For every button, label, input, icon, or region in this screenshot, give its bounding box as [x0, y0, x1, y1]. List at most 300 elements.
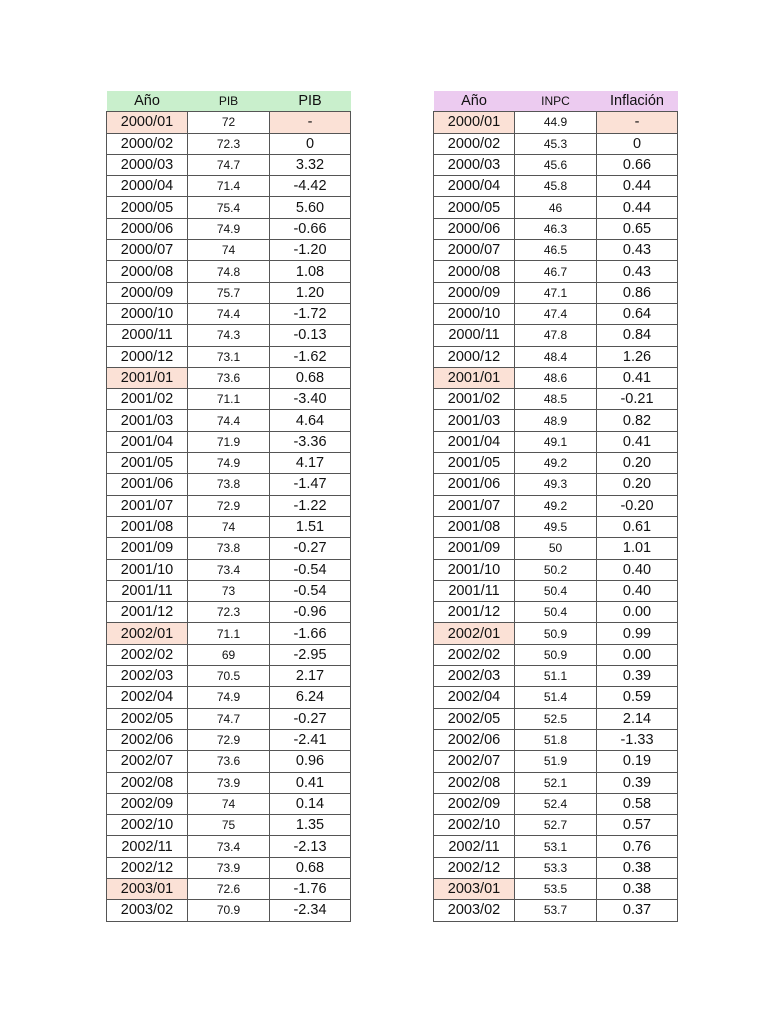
table-row — [107, 666, 351, 687]
table-row — [107, 453, 351, 474]
year-cell: 2000/02 — [434, 133, 515, 154]
pib-change-cell: -3.40 — [270, 389, 351, 410]
year-cell: 2002/03 — [434, 666, 515, 687]
inpc-cell: 46.7 — [515, 261, 597, 282]
year-cell: 2001/04 — [434, 431, 515, 452]
inflation-cell: 0.00 — [597, 644, 678, 665]
table-row — [434, 303, 678, 324]
table-row — [107, 687, 351, 708]
pib-change-cell: 0.68 — [270, 857, 351, 878]
inpc-cell: 51.1 — [515, 666, 597, 687]
table-row — [434, 431, 678, 452]
inpc-cell: 45.8 — [515, 176, 597, 197]
pib-cell: 74.7 — [188, 708, 270, 729]
table-row — [434, 878, 678, 899]
year-cell: 2002/12 — [107, 857, 188, 878]
table-row — [107, 900, 351, 921]
inflation-cell: 0.84 — [597, 325, 678, 346]
table-row — [434, 261, 678, 282]
table-row — [107, 602, 351, 623]
inpc-cell: 52.4 — [515, 793, 597, 814]
pib-change-cell: 0 — [270, 133, 351, 154]
header-row — [434, 91, 678, 112]
pib-change-cell: 1.35 — [270, 815, 351, 836]
table-row — [107, 559, 351, 580]
pib-change-cell: -1.62 — [270, 346, 351, 367]
inflation-cell: 0.82 — [597, 410, 678, 431]
header-row — [107, 91, 351, 112]
pib-cell: 74.4 — [188, 410, 270, 431]
year-cell: 2000/03 — [107, 154, 188, 175]
inpc-cell: 48.4 — [515, 346, 597, 367]
pib-change-cell: 4.17 — [270, 453, 351, 474]
column-header-inflation: Inflación — [597, 91, 678, 112]
table-row — [107, 793, 351, 814]
table-row — [107, 516, 351, 537]
table-row — [107, 261, 351, 282]
pib-cell: 72.6 — [188, 878, 270, 899]
pib-change-cell: -1.22 — [270, 495, 351, 516]
inflation-cell: 0.00 — [597, 602, 678, 623]
inflation-cell: 0.86 — [597, 282, 678, 303]
pib-cell: 74.3 — [188, 325, 270, 346]
inpc-cell: 48.6 — [515, 367, 597, 388]
pib-cell: 74 — [188, 516, 270, 537]
year-cell: 2001/10 — [434, 559, 515, 580]
table-row — [434, 836, 678, 857]
pib-change-cell: 0.41 — [270, 772, 351, 793]
year-cell: 2000/10 — [434, 303, 515, 324]
inflation-cell: 0.99 — [597, 623, 678, 644]
year-cell: 2000/06 — [107, 218, 188, 239]
year-cell: 2001/09 — [107, 538, 188, 559]
inpc-cell: 46.3 — [515, 218, 597, 239]
year-cell: 2000/11 — [107, 325, 188, 346]
inflation-cell: 0.19 — [597, 751, 678, 772]
table-row — [434, 815, 678, 836]
table-row — [434, 240, 678, 261]
pib-cell: 72.9 — [188, 495, 270, 516]
pib-change-cell: -2.95 — [270, 644, 351, 665]
inpc-cell: 47.1 — [515, 282, 597, 303]
table-row — [107, 240, 351, 261]
pib-cell: 74.9 — [188, 218, 270, 239]
inflation-cell: 0.61 — [597, 516, 678, 537]
year-cell: 2001/06 — [434, 474, 515, 495]
inpc-cell: 46.5 — [515, 240, 597, 261]
table-row — [434, 751, 678, 772]
inflation-cell: 0.43 — [597, 261, 678, 282]
table-row — [107, 218, 351, 239]
pib-change-cell: 0.14 — [270, 793, 351, 814]
pib-cell: 73.8 — [188, 538, 270, 559]
year-cell: 2002/03 — [107, 666, 188, 687]
table-row — [434, 516, 678, 537]
pib-cell: 69 — [188, 644, 270, 665]
pib-change-cell: -0.13 — [270, 325, 351, 346]
inflation-cell: 0.41 — [597, 367, 678, 388]
pib-cell: 71.1 — [188, 623, 270, 644]
year-cell: 2001/09 — [434, 538, 515, 559]
year-cell: 2000/07 — [107, 240, 188, 261]
table-row — [107, 367, 351, 388]
inpc-cell: 46 — [515, 197, 597, 218]
inflation-cell: 0.38 — [597, 878, 678, 899]
inflation-cell: 0.44 — [597, 197, 678, 218]
pib-cell: 75.7 — [188, 282, 270, 303]
pib-cell: 72 — [188, 112, 270, 133]
table-row — [434, 729, 678, 750]
pib-change-cell: 4.64 — [270, 410, 351, 431]
inpc-cell: 52.5 — [515, 708, 597, 729]
column-header-inpc: INPC — [515, 91, 597, 112]
year-cell: 2002/10 — [107, 815, 188, 836]
table-row — [107, 282, 351, 303]
year-cell: 2000/12 — [107, 346, 188, 367]
pib-cell: 75.4 — [188, 197, 270, 218]
inflation-cell: -1.33 — [597, 729, 678, 750]
year-cell: 2001/11 — [434, 580, 515, 601]
inpc-cell: 50.4 — [515, 580, 597, 601]
pib-cell: 73.4 — [188, 836, 270, 857]
pib-cell: 73.4 — [188, 559, 270, 580]
inpc-cell: 50.9 — [515, 623, 597, 644]
pib-table — [106, 91, 351, 922]
inpc-cell: 51.9 — [515, 751, 597, 772]
year-cell: 2003/01 — [107, 878, 188, 899]
table-row — [434, 793, 678, 814]
year-cell: 2002/07 — [434, 751, 515, 772]
year-cell: 2001/08 — [107, 516, 188, 537]
year-cell: 2003/01 — [434, 878, 515, 899]
inpc-cell: 48.5 — [515, 389, 597, 410]
table-row — [107, 154, 351, 175]
year-cell: 2000/04 — [107, 176, 188, 197]
pib-change-cell: 2.17 — [270, 666, 351, 687]
pib-change-cell: 5.60 — [270, 197, 351, 218]
inflation-cell: 0.64 — [597, 303, 678, 324]
inpc-cell: 48.9 — [515, 410, 597, 431]
table-row — [434, 602, 678, 623]
year-cell: 2000/05 — [434, 197, 515, 218]
year-cell: 2002/11 — [434, 836, 515, 857]
table-row — [434, 346, 678, 367]
year-cell: 2002/09 — [434, 793, 515, 814]
year-cell: 2000/05 — [107, 197, 188, 218]
column-header-year: Año — [107, 91, 188, 112]
pib-cell: 71.9 — [188, 431, 270, 452]
table-row — [107, 431, 351, 452]
inflation-cell: 0.41 — [597, 431, 678, 452]
pib-cell: 73.9 — [188, 857, 270, 878]
table-row — [434, 666, 678, 687]
year-cell: 2000/01 — [434, 112, 515, 133]
inpc-cell: 49.2 — [515, 495, 597, 516]
year-cell: 2002/05 — [434, 708, 515, 729]
inpc-cell: 53.3 — [515, 857, 597, 878]
table-row — [107, 112, 351, 133]
year-cell: 2002/10 — [434, 815, 515, 836]
year-cell: 2000/09 — [107, 282, 188, 303]
table-row — [107, 751, 351, 772]
table-row — [434, 708, 678, 729]
table-row — [434, 218, 678, 239]
year-cell: 2001/11 — [107, 580, 188, 601]
table-row — [107, 623, 351, 644]
year-cell: 2002/01 — [107, 623, 188, 644]
table-row — [434, 112, 678, 133]
table-row — [434, 282, 678, 303]
table-row — [434, 495, 678, 516]
column-header-year: Año — [434, 91, 515, 112]
pib-change-cell: 3.32 — [270, 154, 351, 175]
pib-cell: 71.1 — [188, 389, 270, 410]
year-cell: 2000/11 — [434, 325, 515, 346]
year-cell: 2002/06 — [107, 729, 188, 750]
table-row — [434, 687, 678, 708]
inflation-cell: 2.14 — [597, 708, 678, 729]
table-row — [434, 325, 678, 346]
inflation-cell: 0 — [597, 133, 678, 154]
table-row — [107, 389, 351, 410]
inpc-cell: 51.4 — [515, 687, 597, 708]
pib-cell: 72.3 — [188, 602, 270, 623]
inpc-cell: 49.5 — [515, 516, 597, 537]
year-cell: 2001/12 — [107, 602, 188, 623]
pib-change-cell: - — [270, 112, 351, 133]
table-row — [107, 495, 351, 516]
table-row — [107, 580, 351, 601]
inflation-cell: 0.38 — [597, 857, 678, 878]
pib-cell: 70.5 — [188, 666, 270, 687]
pib-change-cell: -2.41 — [270, 729, 351, 750]
year-cell: 2002/07 — [107, 751, 188, 772]
pib-cell: 73.6 — [188, 367, 270, 388]
inflation-cell: 0.44 — [597, 176, 678, 197]
pib-change-cell: -0.27 — [270, 538, 351, 559]
year-cell: 2003/02 — [107, 900, 188, 921]
inflation-cell: 0.66 — [597, 154, 678, 175]
year-cell: 2000/01 — [107, 112, 188, 133]
pib-cell: 74.7 — [188, 154, 270, 175]
pib-cell: 73 — [188, 580, 270, 601]
pib-cell: 73.9 — [188, 772, 270, 793]
year-cell: 2001/04 — [107, 431, 188, 452]
inflation-cell: -0.21 — [597, 389, 678, 410]
inflation-cell: 0.20 — [597, 474, 678, 495]
year-cell: 2002/08 — [434, 772, 515, 793]
year-cell: 2002/12 — [434, 857, 515, 878]
pib-change-cell: -1.20 — [270, 240, 351, 261]
table-row — [107, 197, 351, 218]
pib-change-cell: -0.27 — [270, 708, 351, 729]
pib-cell: 75 — [188, 815, 270, 836]
table-row — [107, 772, 351, 793]
inflation-cell: 0.65 — [597, 218, 678, 239]
inflation-cell: 0.58 — [597, 793, 678, 814]
year-cell: 2000/10 — [107, 303, 188, 324]
inflation-cell: - — [597, 112, 678, 133]
year-cell: 2000/09 — [434, 282, 515, 303]
year-cell: 2000/12 — [434, 346, 515, 367]
year-cell: 2003/02 — [434, 900, 515, 921]
inpc-cell: 53.7 — [515, 900, 597, 921]
pib-cell: 74.4 — [188, 303, 270, 324]
year-cell: 2000/07 — [434, 240, 515, 261]
table-row — [434, 453, 678, 474]
inflation-cell: 0.20 — [597, 453, 678, 474]
pib-cell: 74.9 — [188, 453, 270, 474]
inpc-cell: 49.2 — [515, 453, 597, 474]
table-row — [434, 538, 678, 559]
column-header-pib-change: PIB — [270, 91, 351, 112]
table-row — [434, 154, 678, 175]
year-cell: 2001/03 — [434, 410, 515, 431]
table-row — [434, 644, 678, 665]
inflation-cell: 0.76 — [597, 836, 678, 857]
inpc-cell: 49.1 — [515, 431, 597, 452]
table-row — [107, 346, 351, 367]
year-cell: 2000/08 — [107, 261, 188, 282]
pib-change-cell: -0.66 — [270, 218, 351, 239]
pib-change-cell: 6.24 — [270, 687, 351, 708]
inpc-cell: 50.2 — [515, 559, 597, 580]
pib-cell: 71.4 — [188, 176, 270, 197]
inpc-cell: 52.1 — [515, 772, 597, 793]
pib-change-cell: 0.68 — [270, 367, 351, 388]
year-cell: 2002/11 — [107, 836, 188, 857]
pib-cell: 73.6 — [188, 751, 270, 772]
inpc-cell: 53.5 — [515, 878, 597, 899]
inpc-cell: 53.1 — [515, 836, 597, 857]
year-cell: 2001/01 — [107, 367, 188, 388]
inpc-cell: 47.8 — [515, 325, 597, 346]
inpc-cell: 51.8 — [515, 729, 597, 750]
column-header-pib: PIB — [188, 91, 270, 112]
year-cell: 2001/07 — [434, 495, 515, 516]
inpc-cell: 52.7 — [515, 815, 597, 836]
pib-change-cell: 0.96 — [270, 751, 351, 772]
table-row — [107, 815, 351, 836]
year-cell: 2001/03 — [107, 410, 188, 431]
year-cell: 2001/10 — [107, 559, 188, 580]
year-cell: 2000/02 — [107, 133, 188, 154]
table-row — [107, 878, 351, 899]
pib-change-cell: -2.34 — [270, 900, 351, 921]
inpc-cell: 50.9 — [515, 644, 597, 665]
table-row — [434, 580, 678, 601]
pib-cell: 73.1 — [188, 346, 270, 367]
table-row — [434, 900, 678, 921]
inflation-cell: 0.40 — [597, 559, 678, 580]
pib-change-cell: 1.20 — [270, 282, 351, 303]
table-row — [434, 410, 678, 431]
year-cell: 2002/08 — [107, 772, 188, 793]
inflation-cell: 1.26 — [597, 346, 678, 367]
inflation-cell: 0.37 — [597, 900, 678, 921]
year-cell: 2002/09 — [107, 793, 188, 814]
pib-change-cell: -2.13 — [270, 836, 351, 857]
table-row — [107, 644, 351, 665]
table-row — [107, 133, 351, 154]
inflation-cell: -0.20 — [597, 495, 678, 516]
year-cell: 2002/02 — [107, 644, 188, 665]
inpc-cell: 45.3 — [515, 133, 597, 154]
table-row — [434, 389, 678, 410]
pib-cell: 74.8 — [188, 261, 270, 282]
pib-cell: 74.9 — [188, 687, 270, 708]
pib-cell: 74 — [188, 240, 270, 261]
pib-change-cell: -0.54 — [270, 580, 351, 601]
pib-change-cell: -1.76 — [270, 878, 351, 899]
pib-cell: 72.9 — [188, 729, 270, 750]
inflation-cell: 0.43 — [597, 240, 678, 261]
inflation-cell: 0.57 — [597, 815, 678, 836]
year-cell: 2002/04 — [107, 687, 188, 708]
table-row — [434, 857, 678, 878]
inflation-cell: 0.40 — [597, 580, 678, 601]
table-row — [107, 538, 351, 559]
year-cell: 2002/04 — [434, 687, 515, 708]
year-cell: 2001/01 — [434, 367, 515, 388]
pib-cell: 73.8 — [188, 474, 270, 495]
table-row — [434, 176, 678, 197]
year-cell: 2002/06 — [434, 729, 515, 750]
table-row — [434, 623, 678, 644]
pib-cell: 70.9 — [188, 900, 270, 921]
year-cell: 2001/02 — [107, 389, 188, 410]
table-row — [107, 410, 351, 431]
table-row — [107, 303, 351, 324]
pib-change-cell: -1.66 — [270, 623, 351, 644]
table-row — [107, 857, 351, 878]
table-row — [107, 474, 351, 495]
table-row — [107, 836, 351, 857]
table-row — [434, 772, 678, 793]
year-cell: 2002/05 — [107, 708, 188, 729]
table-row — [434, 474, 678, 495]
pib-change-cell: 1.08 — [270, 261, 351, 282]
table-row — [434, 367, 678, 388]
table-row — [434, 133, 678, 154]
inpc-cell: 44.9 — [515, 112, 597, 133]
year-cell: 2001/05 — [107, 453, 188, 474]
pib-change-cell: -1.72 — [270, 303, 351, 324]
year-cell: 2001/05 — [434, 453, 515, 474]
year-cell: 2001/07 — [107, 495, 188, 516]
inflation-cell: 1.01 — [597, 538, 678, 559]
pib-change-cell: -1.47 — [270, 474, 351, 495]
year-cell: 2001/02 — [434, 389, 515, 410]
year-cell: 2000/06 — [434, 218, 515, 239]
table-row — [107, 176, 351, 197]
inpc-cell: 47.4 — [515, 303, 597, 324]
pib-change-cell: -0.54 — [270, 559, 351, 580]
year-cell: 2001/12 — [434, 602, 515, 623]
inflation-cell: 0.39 — [597, 666, 678, 687]
pib-change-cell: -4.42 — [270, 176, 351, 197]
table-row — [107, 708, 351, 729]
pib-cell: 72.3 — [188, 133, 270, 154]
table-row — [434, 559, 678, 580]
table-row — [434, 197, 678, 218]
inpc-cell: 50.4 — [515, 602, 597, 623]
inpc-cell: 50 — [515, 538, 597, 559]
pib-change-cell: 1.51 — [270, 516, 351, 537]
year-cell: 2001/08 — [434, 516, 515, 537]
inpc-cell: 45.6 — [515, 154, 597, 175]
inpc-cell: 49.3 — [515, 474, 597, 495]
